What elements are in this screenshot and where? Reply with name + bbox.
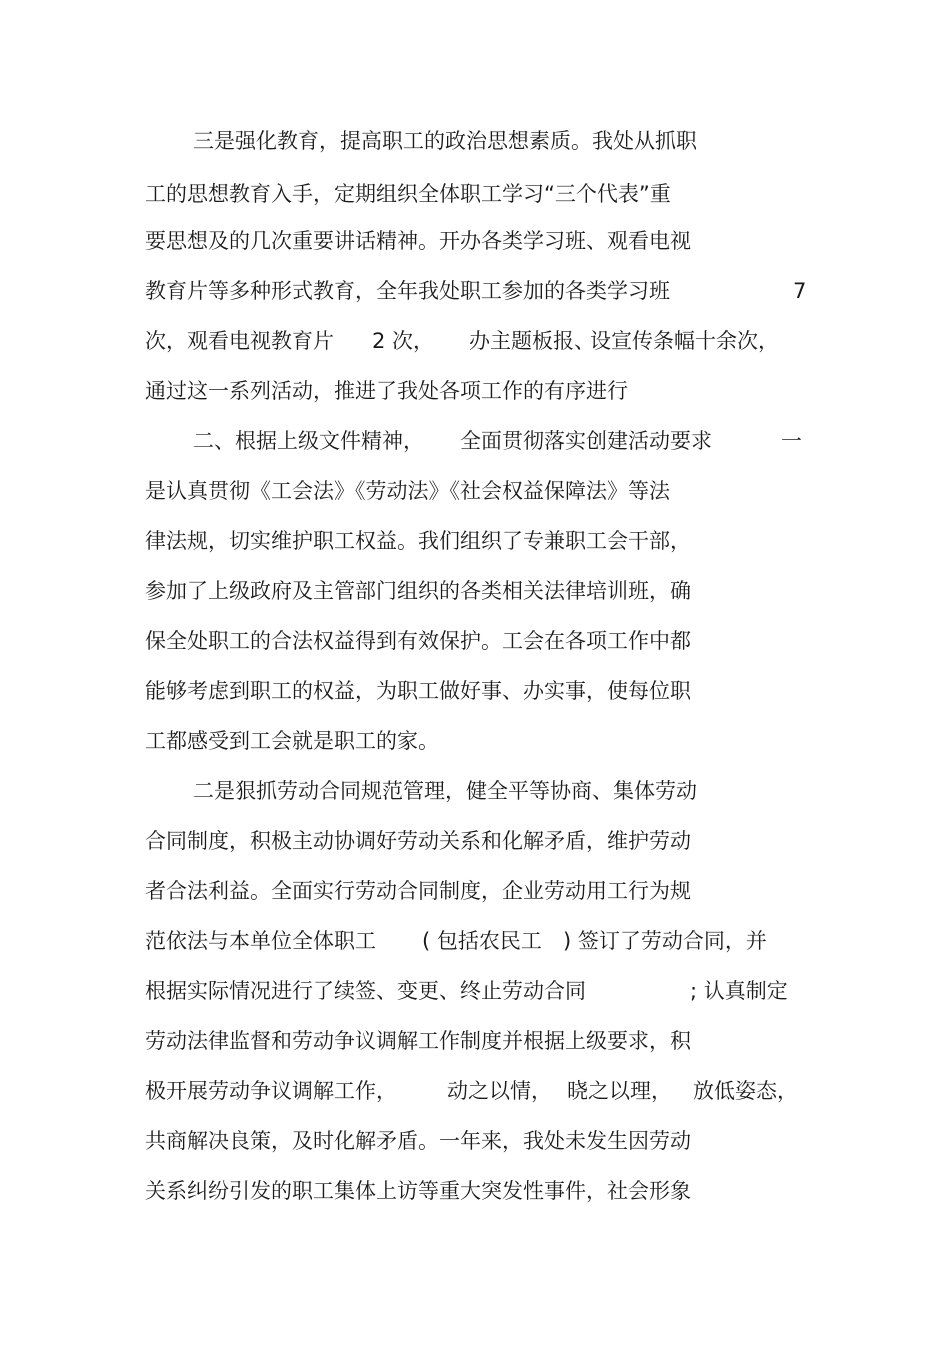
text-segment: ) 签订了劳动合同，并 <box>563 929 767 953</box>
text-segment: 律法规，切实维护职工权益。我们组织了专兼职工会干部， <box>145 529 691 553</box>
text-segment: 2 次， <box>372 329 435 353</box>
text-segment: 教育片等多种形式教育，全年我处职工参加的各类学习班 <box>145 279 670 303</box>
text-segment: 共商解决良策，及时化解矛盾。一年来，我处未发生因劳动 <box>145 1129 691 1153</box>
text-segment: 范依法与本单位全体职工 <box>145 929 376 953</box>
text-segment: 关系纠纷引发的职工集体上访等重大突发性事件，社会形象 <box>145 1179 691 1203</box>
text-segment: 设宣传条幅十余次， <box>590 329 779 353</box>
text-segment: 者合法利益。全面实行劳动合同制度，企业劳动用工行为规 <box>145 879 691 903</box>
text-segment: ( 包括农民工 <box>422 929 542 953</box>
text-segment: 动之以情， <box>447 1079 552 1103</box>
text-segment: 二是狠抓劳动合同规范管理，健全平等协商、集体劳动 <box>193 779 697 803</box>
text-segment: 通过这一系列活动，推进了我处各项工作的有序进行 <box>145 379 628 403</box>
text-segment: 是认真贯彻《工会法》《劳动法》《社会权益保障法》等法 <box>145 479 670 503</box>
text-segment: 要思想及的几次重要讲话精神。开办各类学习班、观看电视 <box>145 229 691 253</box>
text-segment: 工都感受到工会就是职工的家。 <box>145 729 439 753</box>
text-segment: 极开展劳动争议调解工作， <box>145 1079 397 1103</box>
text-segment: 三是强化教育，提高职工的政治思想素质。我处从抓职 <box>193 129 697 153</box>
text-segment: 7 <box>793 279 807 303</box>
text-segment: 能够考虑到职工的权益，为职工做好事、办实事，使每位职 <box>145 679 691 703</box>
text-segment: 合同制度，积极主动协调好劳动关系和化解矛盾，维护劳动 <box>145 829 691 853</box>
text-segment: 办主题板报、 <box>469 329 595 353</box>
text-segment: ; 认真制定 <box>690 979 788 1003</box>
text-segment: 工的思想教育入手，定期组织全体职工学习“三个代表”重 <box>145 182 671 206</box>
text-segment: 一 <box>781 429 802 453</box>
text-segment: 保全处职工的合法权益得到有效保护。工会在各项工作中都 <box>145 629 691 653</box>
text-segment: 放低姿态， <box>693 1079 798 1103</box>
text-segment: 二、根据上级文件精神， <box>193 429 424 453</box>
text-segment: 晓之以理， <box>567 1079 672 1103</box>
text-segment: 全面贯彻落实创建活动要求 <box>460 429 712 453</box>
text-segment: 根据实际情况进行了续签、变更、终止劳动合同 <box>145 979 586 1003</box>
text-segment: 参加了上级政府及主管部门组织的各类相关法律培训班，确 <box>145 579 691 603</box>
text-segment: 次，观看电视教育片 <box>145 329 334 353</box>
text-segment: 劳动法律监督和劳动争议调解工作制度并根据上级要求，积 <box>145 1029 691 1053</box>
